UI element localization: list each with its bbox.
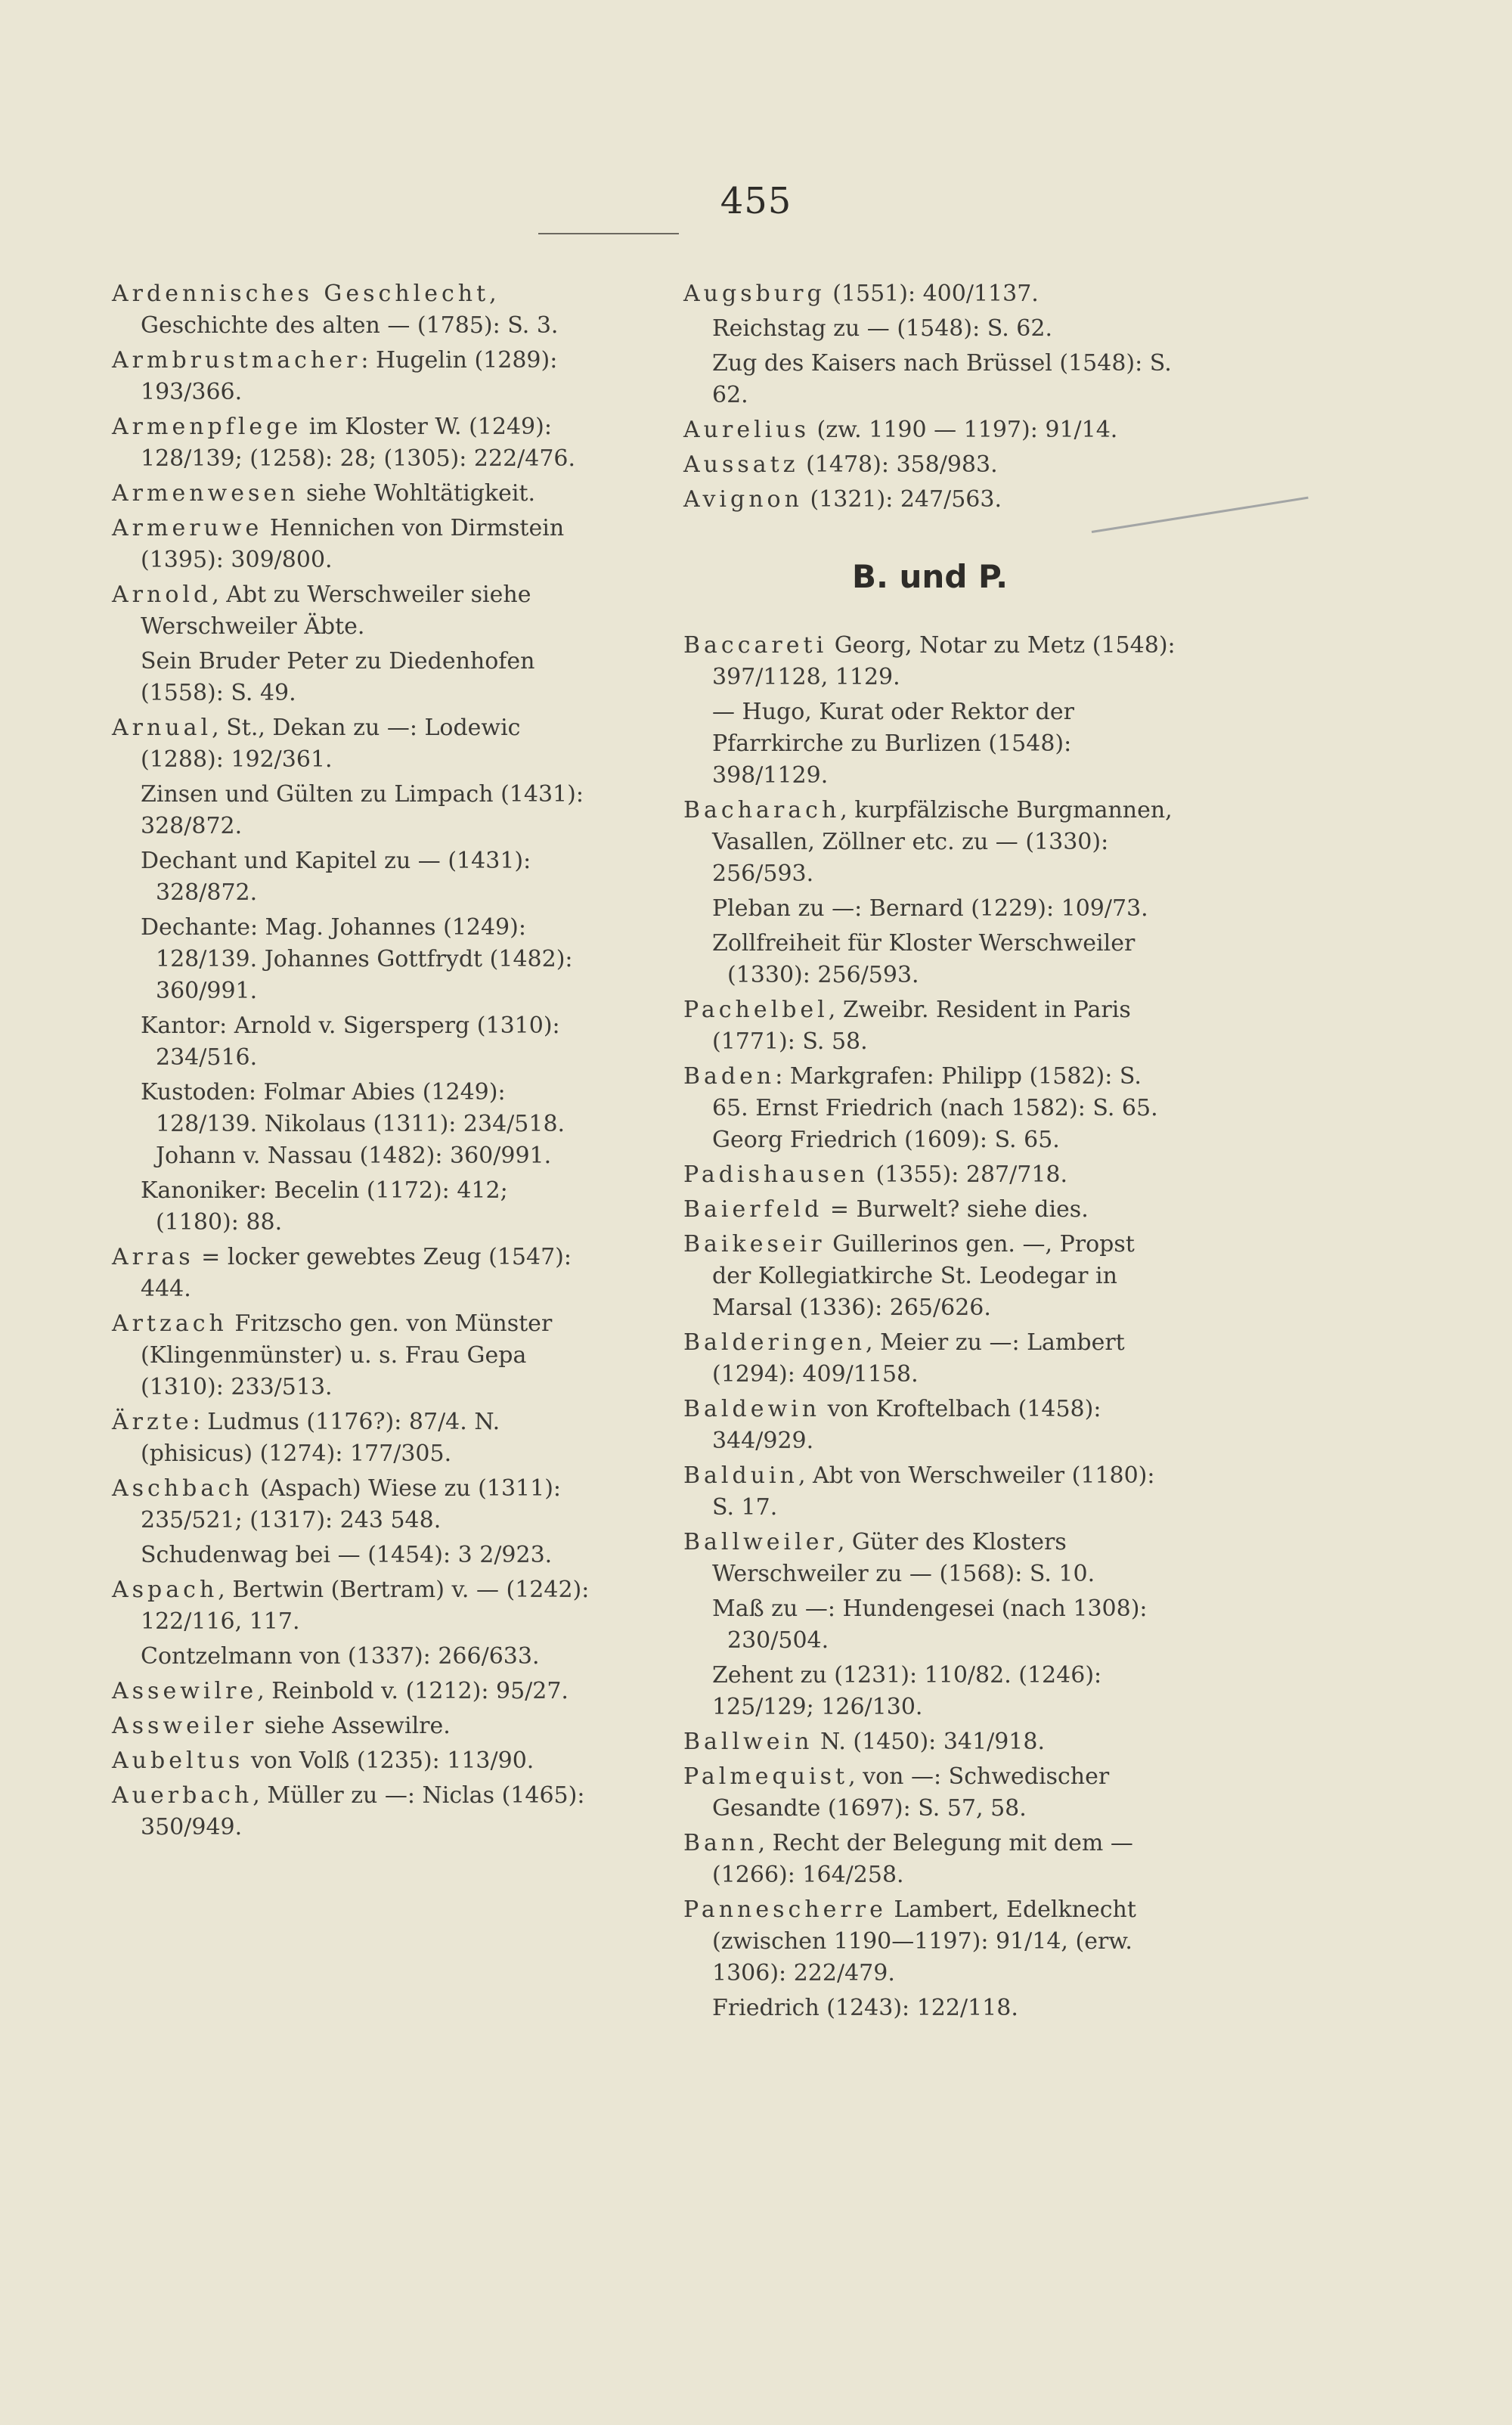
entry-text: Pleban zu —: Bernard (1229): 109/73. (712, 895, 1148, 922)
index-entry (683, 414, 1176, 446)
index-entry (683, 1761, 1176, 1825)
index-entry (112, 1574, 596, 1638)
entry-text: : Ludmus (1176?): 87/4. N. (phisicus) (1274): 177/305. (141, 1409, 500, 1467)
index-entry (683, 1229, 1176, 1324)
index-entry (683, 893, 1176, 925)
index-entry (112, 1406, 596, 1470)
index-entry (112, 1010, 596, 1074)
index-entry (683, 1527, 1176, 1590)
entry-text: , Güter des Klosters Werschweiler zu — (1568): S. 10. (712, 1529, 1095, 1587)
index-entry (683, 1460, 1176, 1524)
index-entry (112, 912, 596, 1007)
entry-keyword: Baldewin (683, 1396, 821, 1422)
index-entry (683, 1593, 1176, 1657)
entry-keyword: Auerbach (112, 1782, 253, 1809)
entry-text: Maß zu —: Hundengesei (nach 1308): 230/504. (712, 1595, 1148, 1654)
index-entry (112, 513, 596, 576)
index-entry (112, 1077, 596, 1172)
entry-keyword: Balderingen (683, 1329, 866, 1356)
entry-text: , Geschichte des alten — (1785): S. 3. (141, 281, 559, 339)
entry-text: von Kroftelbach (1458): 344/929. (712, 1396, 1101, 1454)
right-column-top (683, 278, 1176, 516)
entry-text: Zollfreiheit für Kloster Werschweiler (1330): 256/593. (712, 930, 1136, 988)
index-entry (683, 1327, 1176, 1391)
index-entry (683, 1061, 1176, 1156)
index-entry (112, 712, 596, 776)
index-entry (683, 1394, 1176, 1457)
entry-text: (1478): 358/983. (798, 451, 998, 478)
left-column (112, 278, 596, 1847)
entry-text: , Reinbold v. (1212): 95/27. (257, 1678, 569, 1704)
entry-keyword: Ardennisches Geschlecht (112, 281, 490, 307)
entry-keyword: Ballwein (683, 1729, 813, 1755)
entry-text: Reichstag zu — (1548): S. 62. (712, 315, 1052, 342)
index-entry (112, 779, 596, 842)
index-entry (112, 1745, 596, 1777)
entry-keyword: Armenpflege (112, 414, 302, 440)
entry-text: im Kloster W. (1249): 128/139; (1258): 28; (1305): 222/476. (141, 414, 576, 472)
entry-text: = locker gewebtes Zeug (1547): 444. (141, 1244, 572, 1302)
entry-text: , Meier zu —: Lambert (1294): 409/1158. (712, 1329, 1125, 1388)
index-entry (683, 1159, 1176, 1191)
index-entry (683, 1992, 1176, 2024)
entry-text: , Zweibr. Resident in Paris (1771): S. 58. (712, 997, 1131, 1055)
section-heading: B. und P. (851, 558, 1009, 595)
index-entry (683, 449, 1176, 481)
entry-text: , Bertwin (Bertram) v. — (1242): 122/116, 117. (141, 1577, 590, 1635)
entry-keyword: Ballweiler (683, 1529, 838, 1555)
entry-text: : Markgrafen: Philipp (1582): S. 65. Ernst Friedrich (nach 1582): S. 65. Georg Friedrich (1609): S. 65. (712, 1063, 1158, 1153)
entry-keyword: Baikeseir (683, 1231, 826, 1257)
index-entry (112, 1540, 596, 1571)
entry-text: , kurpfälzische Burgmannen, Vasallen, Zöllner etc. zu — (1330): 256/593. (712, 797, 1173, 887)
entry-text: Schudenwag bei — (1454): 3 2/923. (141, 1542, 553, 1568)
entry-keyword: Artzach (112, 1310, 228, 1337)
entry-keyword: Aubeltus (112, 1747, 244, 1774)
entry-text: (1355): 287/718. (868, 1161, 1068, 1188)
index-entry (112, 345, 596, 408)
index-entry (112, 579, 596, 643)
header-rule (538, 233, 679, 234)
entry-text: Dechant und Kapitel zu — (1431): 328/872. (141, 848, 531, 906)
index-entry (683, 278, 1176, 310)
entry-keyword: Aspach (112, 1577, 218, 1603)
entry-text: (zw. 1190 — 1197): 91/14. (810, 417, 1118, 443)
entry-text: Georg, Notar zu Metz (1548): 397/1128, 1129. (712, 632, 1176, 690)
entry-keyword: Palmequist (683, 1763, 849, 1790)
index-entry (683, 928, 1176, 991)
index-entry (112, 478, 596, 510)
entry-text: (Aspach) Wiese zu (1311): 235/521; (1317): 243 548. (141, 1475, 562, 1533)
index-entry (112, 1676, 596, 1707)
index-entry (683, 1894, 1176, 1989)
entry-text: : Hugelin (1289): 193/366. (141, 347, 558, 405)
entry-text: = Burwelt? siehe dies. (823, 1196, 1089, 1223)
index-entry (683, 1660, 1176, 1723)
entry-keyword: Balduin (683, 1462, 798, 1489)
entry-keyword: Baden (683, 1063, 776, 1090)
entry-keyword: Aussatz (683, 451, 799, 478)
entry-keyword: Baierfeld (683, 1196, 823, 1223)
entry-keyword: Arras (112, 1244, 194, 1270)
entry-keyword: Assweiler (112, 1713, 258, 1739)
entry-text: , Recht der Belegung mit dem — (1266): 164/258. (712, 1830, 1133, 1888)
entry-keyword: Assewilre (112, 1678, 258, 1704)
index-entry (112, 1175, 596, 1239)
entry-keyword: Avignon (683, 486, 803, 513)
entry-keyword: Armbrustmacher (112, 347, 361, 374)
entry-text: Zehent zu (1231): 110/82. (1246): 125/129; 126/130. (712, 1662, 1102, 1720)
index-entry (683, 1828, 1176, 1891)
page-number: 455 (720, 180, 792, 222)
entry-text: N. (1450): 341/918. (813, 1729, 1045, 1755)
entry-text: Contzelmann von (1337): 266/633. (141, 1643, 540, 1670)
entry-text: (1551): 400/1137. (825, 281, 1039, 307)
entry-keyword: Aurelius (683, 417, 810, 443)
index-entry (683, 696, 1176, 792)
entry-keyword: Bann (683, 1830, 758, 1856)
entry-keyword: Pachelbel (683, 997, 829, 1023)
index-entry (683, 348, 1176, 411)
entry-keyword: Armeruwe (112, 515, 263, 541)
entry-text: Hennichen von Dirmstein (1395): 309/800. (141, 515, 565, 573)
entry-text: Kustoden: Folmar Abies (1249): 128/139. Nikolaus (1311): 234/518. Johann v. Nassau (1482): 360/991. (141, 1079, 565, 1169)
index-entry (683, 484, 1176, 516)
index-entry (112, 1242, 596, 1305)
entry-keyword: Armenwesen (112, 480, 299, 507)
entry-text: , St., Dekan zu —: Lodewic (1288): 192/361. (141, 715, 521, 773)
entry-text: siehe Assewilre. (257, 1713, 451, 1739)
entry-text: siehe Wohltätigkeit. (299, 480, 536, 507)
index-entry (683, 313, 1176, 345)
entry-text: , Abt zu Werschweiler siehe Werschweiler Äbte. (141, 581, 531, 640)
entry-text: , von —: Schwedischer Gesandte (1697): S. 57, 58. (712, 1763, 1110, 1822)
index-entry (112, 1710, 596, 1742)
entry-text: Sein Bruder Peter zu Diedenhofen (1558): S. 49. (141, 648, 535, 706)
entry-text: — Hugo, Kurat oder Rektor der Pfarrkirche zu Burlizen (1548): 398/1129. (712, 699, 1074, 789)
entry-text: (1321): 247/563. (802, 486, 1002, 513)
entry-text: Friedrich (1243): 122/118. (712, 1995, 1018, 2021)
entry-keyword: Augsburg (683, 281, 826, 307)
index-entry (112, 1641, 596, 1673)
entry-keyword: Padishausen (683, 1161, 869, 1188)
index-entry (683, 795, 1176, 890)
entry-text: Zug des Kaisers nach Brüssel (1548): S. 62. (712, 350, 1172, 408)
right-column-bottom (683, 630, 1176, 2024)
entry-keyword: Pannescherre (683, 1896, 887, 1923)
index-entry (112, 411, 596, 475)
entry-text: Zinsen und Gülten zu Limpach (1431): 328/872. (141, 781, 584, 839)
entry-text: , Abt von Werschweiler (1180): S. 17. (712, 1462, 1155, 1521)
entry-text: Fritzscho gen. von Münster (Klingenmünster) u. s. Frau Gepa (1310): 233/513. (141, 1310, 553, 1400)
entry-text: Guillerinos gen. —, Propst der Kollegiatkirche St. Leodegar in Marsal (1336): 265/626. (712, 1231, 1135, 1321)
index-entry (112, 278, 596, 342)
entry-text: Kantor: Arnold v. Sigersperg (1310): 234/516. (141, 1012, 560, 1071)
index-entry (683, 1194, 1176, 1226)
index-entry (112, 1473, 596, 1537)
entry-keyword: Arnual (112, 715, 212, 741)
entry-text: , Müller zu —: Niclas (1465): 350/949. (141, 1782, 585, 1840)
entry-text: von Volß (1235): 113/90. (243, 1747, 534, 1774)
index-entry (112, 1308, 596, 1403)
index-entry (112, 646, 596, 709)
entry-text: Lambert, Edelknecht (zwischen 1190—1197): 91/14, (erw. 1306): 222/479. (712, 1896, 1136, 1986)
entry-text: Dechante: Mag. Johannes (1249): 128/139. Johannes Gottfrydt (1482): 360/991. (141, 914, 573, 1004)
entry-keyword: Baccareti (683, 632, 828, 659)
entry-keyword: Aschbach (112, 1475, 253, 1502)
entry-keyword: Arnold (112, 581, 212, 608)
index-entry (112, 845, 596, 909)
right-column (683, 278, 1176, 2027)
index-entry (683, 630, 1176, 693)
index-entry (683, 1726, 1176, 1758)
index-entry (112, 1780, 596, 1844)
entry-keyword: Bacharach (683, 797, 841, 823)
entry-keyword: Ärzte (112, 1409, 193, 1435)
index-entry (683, 994, 1176, 1058)
entry-text: Kanoniker: Becelin (1172): 412; (1180): 88. (141, 1177, 508, 1236)
